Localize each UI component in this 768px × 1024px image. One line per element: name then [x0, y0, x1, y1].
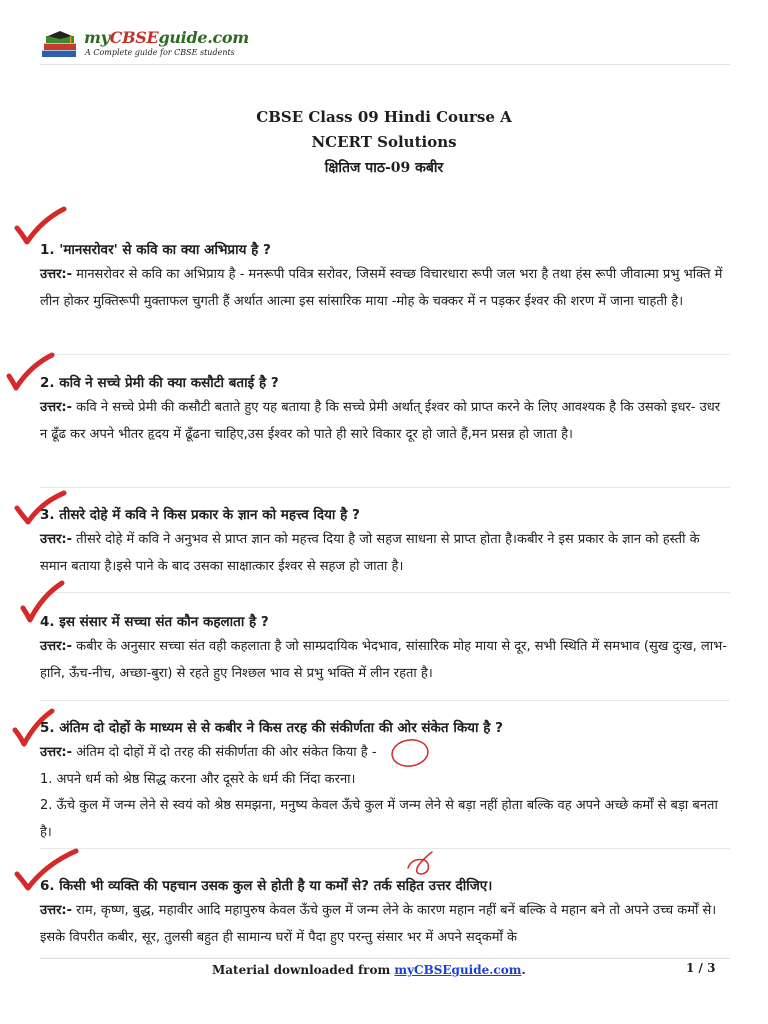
divider	[40, 592, 730, 593]
question-1: 1. 'मानसरोवर' से कवि का क्या अभिप्राय है ?	[40, 242, 271, 258]
answer-5-point-2: 2. ऊँचे कुल में जन्म लेने से स्वयं को श्रेष्ठ समझना, मनुष्य केवल ऊँचे कुल में जन्म लेने से बड़ा नहीं होता बल्कि वह अपने अच्छे कर्मों से बड़ा बनता है।	[40, 798, 718, 840]
answer-4: उत्तर:- कबीर के अनुसार सच्चा संत वही कहलाता है जो साम्प्रदायिक भेदभाव, सांसारिक मोह माया से दूर, सभी स्थिति में समभाव (सुख दुःख, लाभ-हानि, ऊँच-नीच, अच्छा-बुरा) से रहते हुए निश्छल भाव से प्रभु भक्ति में लीन रहता है।	[40, 639, 727, 681]
divider	[40, 700, 730, 701]
document-subtitle: NCERT Solutions	[311, 133, 457, 151]
books-logo-icon	[40, 30, 82, 60]
document-title: CBSE Class 09 Hindi Course A	[256, 108, 512, 126]
question-3: 3. तीसरे दोहे में कवि ने किस प्रकार के ज्ञान को महत्त्व दिया है ?	[40, 507, 360, 523]
question-6: 6. किसी भी व्यक्ति की पहचान उसक कुल से होती है या कर्मों से? तर्क सहित उत्तर दीजिए।	[40, 878, 493, 894]
chapter-title: क्षितिज पाठ-09 कबीर	[324, 160, 444, 176]
divider	[40, 487, 730, 488]
page-header	[40, 24, 730, 65]
answer-1: उत्तर:- मानसरोवर से कवि का अभिप्राय है - मनरूपी पवित्र सरोवर, जिसमें स्वच्छ विचारधारा रूपी जल भरा है तथा हंस रूपी जीवात्मा प्रभु भक्ति में लीन होकर मुक्तिरूपी मुक्ताफल चुगती हैं अर्थात आत्मा इस सांसारिक माया -मोह के चक्कर में न पड़कर ईश्वर की शरण में जाना चाहती है।	[40, 267, 723, 309]
question-2: 2. कवि ने सच्चे प्रेमी की क्या कसौटी बताई है ?	[40, 375, 279, 391]
answer-5: उत्तर:- अंतिम दो दोहों में दो तरह की संकीर्णता की ओर संकेत किया है - 1. अपने धर्म को श्रेष्ठ सिद्ध करना और दूसरे के धर्म की निंदा करना। 2. ऊँचे कुल में जन्म लेने से स्वयं को श्रेष्ठ समझना, मनुष्य केवल ऊँचे कुल में जन्म लेने से बड़ा नहीं होता बल्कि वह अपने अच्छे कर्मों से बड़ा बनता है।	[40, 740, 730, 846]
divider	[40, 848, 730, 849]
question-4: 4. इस संसार में सच्चा संत कौन कहलाता है ?	[40, 614, 269, 630]
circle-mark-icon	[388, 736, 432, 772]
question-5: 5. अंतिम दो दोहों के माध्यम से से कबीर ने किस तरह की संकीर्णता की ओर संकेत किया है ?	[40, 720, 503, 736]
answer-3: उत्तर:- तीसरे दोहे में कवि ने अनुभव से प्राप्त ज्ञान को महत्त्व दिया है जो सहज साधना से प्राप्त होता है।कबीर ने इस प्रकार के ज्ञान को हस्ती के समान बताया है।इसे पाने के बाद उसका साक्षात्कार ईश्वर से सहज हो जाता है।	[40, 532, 700, 574]
footer-text: Material downloaded from myCBSEguide.com.	[212, 963, 526, 977]
divider	[40, 354, 730, 355]
answer-2: उत्तर:- कवि ने सच्चे प्रेमी की कसौटी बताते हुए यह बताया है कि सच्चे प्रेमी अर्थात् ईश्वर को प्राप्त करने के लिए आवश्यक है कि उसको इधर- उधर न ढूँढ कर अपने भीतर हृदय में ढूँढना चाहिए,उस ईश्वर को पाते ही सारे विकार दूर हो जाते हैं,मन प्रसन्न हो जाता है।	[40, 400, 721, 442]
brand-name: myCBSEguide.com	[84, 28, 249, 47]
brand-tagline: A Complete guide for CBSE students	[85, 48, 235, 57]
footer-link[interactable]: myCBSEguide.com	[394, 963, 522, 977]
answer-5-point-1: 1. अपने धर्म को श्रेष्ठ सिद्ध करना और दूसरे के धर्म की निंदा करना।	[40, 771, 356, 787]
footer-divider	[40, 958, 730, 959]
answer-6: उत्तर:- राम, कृष्ण, बुद्ध, महावीर आदि महापुरुष केवल ऊँचे कुल में जन्म लेने के कारण महान नहीं बनें बल्कि वे महान बने तो अपने उच्च कर्मों से। इसके विपरीत कबीर, सूर, तुलसी बहुत ही सामान्य घरों में पैदा हुए परन्तु संसार भर में अपने सद्कर्मों के	[40, 903, 717, 945]
page-number: 1 / 3	[686, 961, 716, 975]
